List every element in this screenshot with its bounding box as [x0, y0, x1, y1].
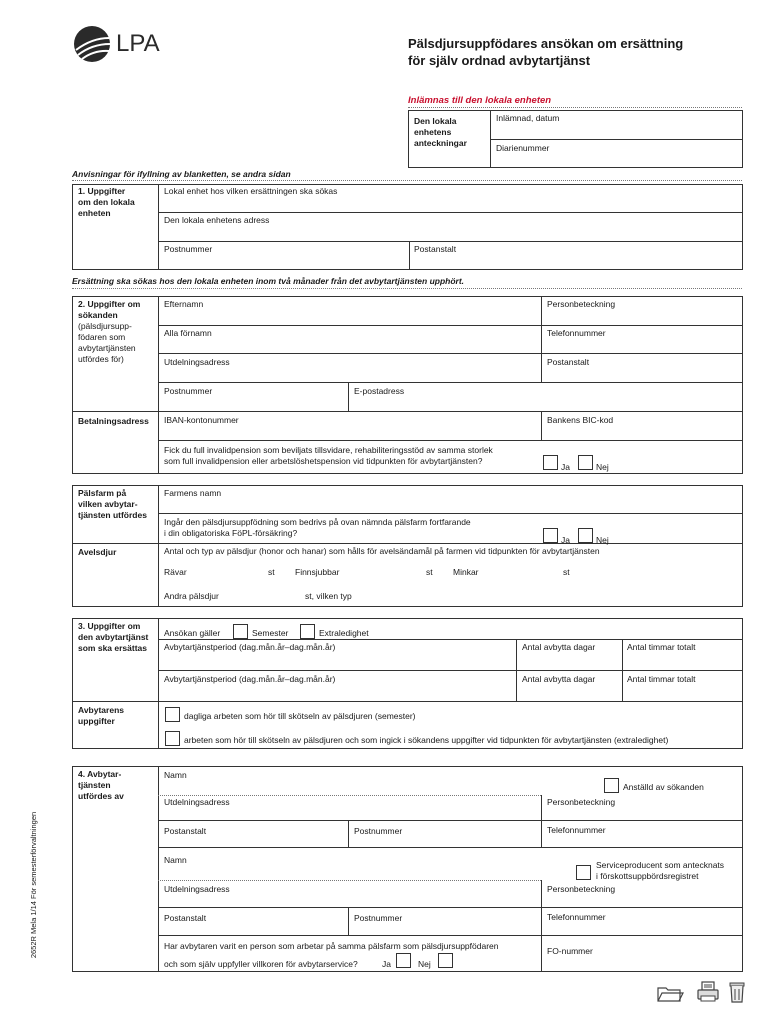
unit-address-field[interactable]: Den lokala enhetens adress [164, 215, 270, 225]
fo-number-field[interactable]: FO-nummer [547, 946, 593, 956]
section4-title-1: 4. Avbytar- [78, 769, 122, 779]
substitute-name-field-2[interactable]: Namn [164, 855, 187, 865]
post-office-field[interactable]: Postanstalt [547, 357, 590, 367]
same-farm-question-2: och som själv uppfyller villkoren för avbytarservice? [164, 959, 358, 969]
lpa-logo [72, 24, 172, 64]
same-farm-question-1: Har avbytaren varit en person som arbetar på samma pälsfarm som pälsdjursuppfödaren [164, 941, 499, 951]
same-farm-yes-label: Ja [382, 959, 391, 969]
surname-field[interactable]: Efternamn [164, 299, 204, 309]
section4-title-2: tjänsten [78, 780, 111, 790]
instructions-note: Anvisningar för ifyllning av blanketten, se andra sidan [72, 169, 291, 179]
section1-title-1: 1. Uppgifter [78, 186, 126, 196]
section1-title-3: enheten [78, 208, 111, 218]
iban-field[interactable]: IBAN-kontonummer [164, 415, 239, 425]
task1-label: dagliga arbeten som hör till skötseln av pälsdjuren (semester) [184, 711, 416, 721]
employed-by-applicant-checkbox[interactable] [604, 778, 619, 793]
fopl-yes-label: Ja [561, 535, 570, 545]
days-field-2[interactable]: Antal avbytta dagar [522, 674, 596, 684]
fopl-no-label: Nej [596, 535, 609, 545]
notes-label-3: anteckningar [414, 138, 467, 148]
local-unit-field[interactable]: Lokal enhet hos vilken ersättningen ska sökas [164, 186, 338, 196]
substitute-name-field-1[interactable]: Namn [164, 770, 187, 780]
service-producer-label-2: i förskottsuppbördsregistret [596, 871, 699, 881]
logo-text: LPA [116, 30, 160, 57]
same-farm-no-checkbox[interactable] [438, 953, 453, 968]
other-animals-label: Andra pälsdjur [164, 591, 219, 601]
employed-by-applicant-label: Anställd av sökanden [623, 782, 704, 792]
clear-button[interactable] [728, 980, 746, 1004]
other-animals-unit[interactable]: st, vilken typ [305, 591, 352, 601]
unit-post-office-field[interactable]: Postanstalt [414, 244, 457, 254]
period-field-1[interactable]: Avbytartjänstperiod (dag.mån.år–dag.mån.år) [164, 642, 336, 652]
raccoons-label: Finnsjubbar [295, 567, 340, 577]
task1-checkbox[interactable] [165, 707, 180, 722]
section3-title-3: som ska ersättas [78, 643, 147, 653]
first-names-field[interactable]: Alla förnamn [164, 328, 212, 338]
section1-box [72, 184, 743, 270]
tasks-title-1: Avbytarens [78, 705, 124, 715]
substitute-postal-code-field-2[interactable]: Postnummer [354, 913, 403, 923]
substitute-post-office-field-1[interactable]: Postanstalt [164, 826, 207, 836]
section2-sub-1: (pälsdjursupp- [78, 321, 132, 331]
breeding-title: Avelsdjur [78, 547, 117, 557]
fopl-no-checkbox[interactable] [578, 528, 593, 543]
notes-label-1: Den lokala [414, 116, 457, 126]
open-button[interactable] [656, 984, 684, 1004]
service-producer-checkbox[interactable] [576, 865, 591, 880]
minks-label: Minkar [453, 567, 479, 577]
extra-leave-label: Extraledighet [319, 628, 369, 638]
same-farm-yes-checkbox[interactable] [396, 953, 411, 968]
period-field-2[interactable]: Avbytartjänstperiod (dag.mån.år–dag.mån.år) [164, 674, 336, 684]
section2-sub-3: avbytartjänsten [78, 343, 136, 353]
raccoons-unit[interactable]: st [426, 567, 433, 577]
form-title-line2: för själv ordnad avbytartjänst [408, 53, 591, 68]
substitute-address-field-2[interactable]: Utdelningsadress [164, 884, 230, 894]
unit-postal-code-field[interactable]: Postnummer [164, 244, 213, 254]
fopl-question-1: Ingår den pälsdjursuppfödning som bedrivs på ovan nämnda pälsfarm fortfarande [164, 517, 471, 527]
phone-field[interactable]: Telefonnummer [547, 328, 606, 338]
farm-title-1: Pälsfarm på [78, 488, 127, 498]
breeding-question: Antal och typ av pälsdjur (honor och hanar) som hålls för avelsändamål på farmen vid tidpunkten för avbytartjänsten [164, 546, 600, 556]
pension-no-checkbox[interactable] [578, 455, 593, 470]
substitute-post-office-field-2[interactable]: Postanstalt [164, 913, 207, 923]
tasks-title-2: uppgifter [78, 716, 115, 726]
section2-title-2: sökanden [78, 310, 118, 320]
minks-unit[interactable]: st [563, 567, 570, 577]
foxes-label: Rävar [164, 567, 187, 577]
pension-question-2: som full invalidpension eller arbetslöshetspension vid tidpunkten för avbytartjänsten? [164, 456, 483, 466]
pension-question-1: Fick du full invalidpension som beviljats tillsvidare, rehabiliteringsstöd av samma storlek [164, 445, 493, 455]
substitute-phone-field-2[interactable]: Telefonnummer [547, 912, 606, 922]
form-title-line1: Pälsdjursuppfödares ansökan om ersättning [408, 36, 684, 51]
fopl-yes-checkbox[interactable] [543, 528, 558, 543]
personal-id-field[interactable]: Personbeteckning [547, 299, 616, 309]
payment-address-title: Betalningsadress [78, 416, 149, 426]
application-applies-label: Ansökan gäller [164, 628, 221, 638]
hours-field-1[interactable]: Antal timmar totalt [627, 642, 696, 652]
pension-yes-label: Ja [561, 462, 570, 472]
section4-title-3: utfördes av [78, 791, 124, 801]
section2-sub-4: utfördes för) [78, 354, 124, 364]
farm-title-3: tjänsten utfördes [78, 510, 147, 520]
substitute-phone-field-1[interactable]: Telefonnummer [547, 825, 606, 835]
task2-label: arbeten som hör till skötseln av pälsdjuren och som ingick i sökandens uppgifter vid tidpunkten för avbytartjänsten (extraledighet) [184, 735, 669, 745]
section3-title-1: 3. Uppgifter om [78, 621, 141, 631]
bic-field[interactable]: Bankens BIC-kod [547, 415, 614, 425]
farm-title-2: vilken avbytar- [78, 499, 138, 509]
substitute-personal-id-field-1[interactable]: Personbeteckning [547, 797, 616, 807]
email-field[interactable]: E-postadress [354, 386, 405, 396]
extra-leave-checkbox[interactable] [300, 624, 315, 639]
substitute-postal-code-field-1[interactable]: Postnummer [354, 826, 403, 836]
foxes-unit[interactable]: st [268, 567, 275, 577]
submitted-date-label: Inlämnad, datum [496, 113, 560, 123]
task2-checkbox[interactable] [165, 731, 180, 746]
printer-icon [696, 981, 720, 1003]
pension-no-label: Nej [596, 462, 609, 472]
section2-sub-2: födaren som [78, 332, 126, 342]
section2-title-1: 2. Uppgifter om [78, 299, 141, 309]
substitute-personal-id-field-2[interactable]: Personbeteckning [547, 884, 616, 894]
lpa-logo-icon [72, 24, 112, 64]
hours-field-2[interactable]: Antal timmar totalt [627, 674, 696, 684]
pension-yes-checkbox[interactable] [543, 455, 558, 470]
days-field-1[interactable]: Antal avbytta dagar [522, 642, 596, 652]
submission-heading: Inlämnas till den lokala enheten [408, 95, 552, 106]
section1-title-2: om den lokala [78, 197, 135, 207]
notes-label-2: enhetens [414, 127, 452, 137]
diary-number-label: Diarienummer [496, 143, 550, 153]
vacation-label: Semester [252, 628, 289, 638]
farm-name-field[interactable]: Farmens namn [164, 488, 222, 498]
trash-icon [728, 980, 746, 1004]
section3-title-2: den avbytartjänst [78, 632, 149, 642]
form-code-side: 2652R Mela 1/14 För semesterförvaltningen [29, 811, 38, 959]
vacation-checkbox[interactable] [233, 624, 248, 639]
same-farm-no-label: Nej [418, 959, 431, 969]
postal-code-field[interactable]: Postnummer [164, 386, 213, 396]
substitute-address-field-1[interactable]: Utdelningsadress [164, 797, 230, 807]
delivery-address-field[interactable]: Utdelningsadress [164, 357, 230, 367]
print-button[interactable] [696, 981, 720, 1003]
deadline-note: Ersättning ska sökas hos den lokala enheten inom två månader från det avbytartjänsten upphört. [72, 276, 465, 286]
folder-icon [656, 984, 684, 1004]
fopl-question-2: i din obligatoriska FöPL-försäkring? [164, 528, 298, 538]
service-producer-label-1: Serviceproducent som antecknats [596, 860, 725, 870]
